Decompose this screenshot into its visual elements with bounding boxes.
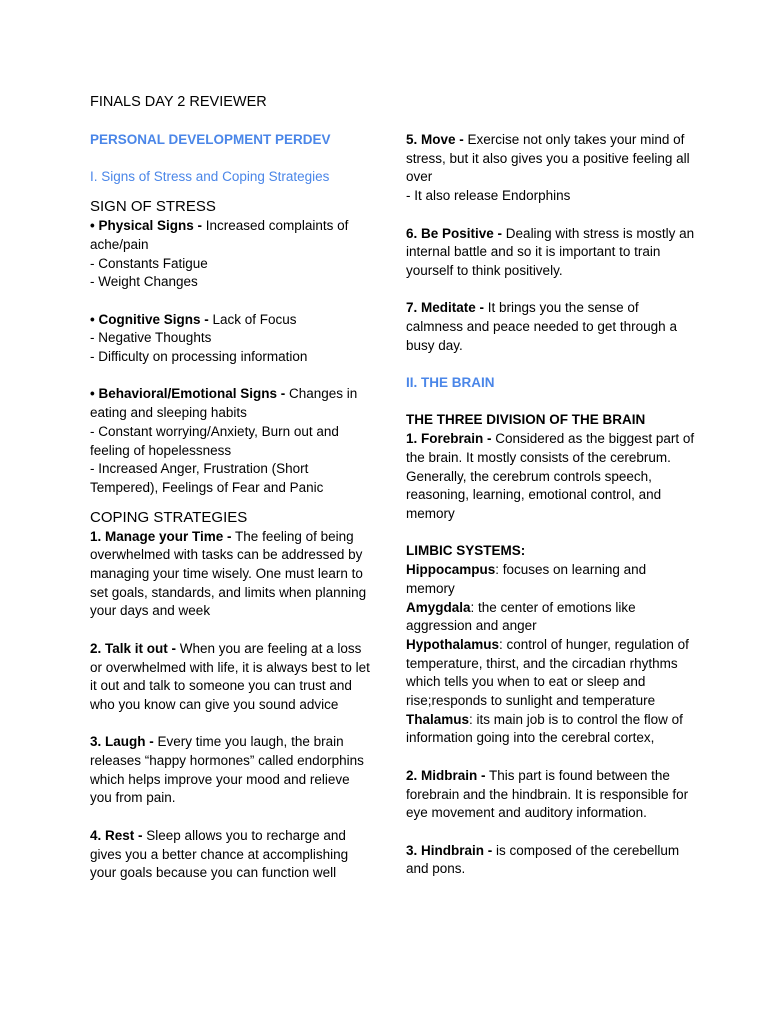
coping-item-7 — [406, 299, 696, 355]
forebrain-text: Considered as the biggest part of the brain. It mostly consists of the cerebrum. Generally, the cerebrum controls speech, reasoning, learning, emotional control, and memory — [406, 431, 695, 521]
list-item: - Weight Changes — [90, 274, 198, 290]
hindbrain-item — [406, 842, 696, 879]
limbic-item-thalamus — [406, 711, 696, 748]
midbrain-label: 2. Midbrain - — [406, 767, 486, 783]
behavioral-signs-block — [90, 385, 375, 497]
left-column — [90, 131, 375, 883]
physical-signs-text: Increased complaints of ache/pain — [90, 218, 349, 252]
coping-item-3 — [90, 733, 375, 808]
coping-item-4 — [90, 827, 375, 883]
physical-signs-block — [90, 217, 375, 292]
behavioral-signs-label: • Behavioral/Emotional Signs - — [90, 386, 286, 402]
coping-item-label: 7. Meditate - — [406, 300, 485, 316]
limbic-item-label: Hypothalamus — [406, 636, 500, 652]
limbic-item-text: : the center of emotions like aggression and anger — [406, 599, 636, 634]
coping-item-1 — [90, 528, 375, 622]
limbic-systems-heading: LIMBIC SYSTEMS: — [406, 543, 526, 559]
cognitive-signs-text: Lack of Focus — [208, 311, 297, 327]
coping-item-label: 3. Laugh - — [90, 734, 154, 750]
coping-item-5 — [406, 131, 696, 187]
section-2-heading: II. THE BRAIN — [406, 375, 495, 391]
coping-item-label: 4. Rest - — [90, 827, 143, 843]
limbic-item-text: : focuses on learning and memory — [406, 562, 647, 596]
midbrain-text: This part is found between the forebrain and the hindbrain. It is responsible for eye movement and auditory information. — [406, 767, 689, 821]
subject-heading: PERSONAL DEVELOPMENT PERDEV — [90, 132, 331, 147]
coping-item-text: When you are feeling at a loss or overwhelmed with life, it is always best to let it out and talk to someone you can trust and who you know can give you sound advice — [90, 640, 370, 712]
cognitive-signs-line — [90, 311, 375, 330]
behavioral-signs-text: Changes in eating and sleeping habits — [90, 386, 358, 421]
behavioral-signs-line — [90, 385, 375, 422]
limbic-item-text: : control of hunger, regulation of temperature, thirst, and the circadian rhythms which tells you when to eat or sleep and rise;responds to sunlight and temperature — [406, 636, 689, 709]
list-item: - Increased Anger, Frustration (Short Tempered), Feelings of Fear and Panic — [90, 461, 324, 495]
hindbrain-text: is composed of the cerebellum and pons. — [406, 842, 680, 877]
coping-strategies-heading: COPING STRATEGIES — [90, 508, 248, 526]
page-title: FINALS DAY 2 REVIEWER — [90, 94, 267, 110]
midbrain-item — [406, 767, 696, 823]
forebrain-item — [406, 430, 696, 524]
list-item: - Constants Fatigue — [90, 255, 208, 271]
coping-item-text: Exercise not only takes your mind of stress, but it also gives you a positive feeling all over — [406, 132, 690, 185]
hindbrain-label: 3. Hindbrain - — [406, 842, 497, 858]
cognitive-signs-block — [90, 311, 375, 367]
coping-item-text: The feeling of being overwhelmed with tasks can be addressed by managing your time wisely. One must learn to set goals, standards, and limits when planning your days and week — [90, 528, 367, 619]
brain-division-heading: THE THREE DIVISION OF THE BRAIN — [406, 412, 646, 428]
limbic-item-hippocampus — [406, 561, 696, 598]
coping-item-text: Sleep allows you to recharge and gives you a better chance at accomplishing your goals because you can function well — [90, 827, 349, 881]
limbic-item-text: : its main job is to control the flow of information going into the cerebral cortex, — [406, 711, 683, 746]
coping-item-text: It brings you the sense of calmness and peace needed to get through a busy day. — [406, 300, 677, 353]
coping-item-text: Every time you laugh, the brain releases “happy hormones” called endorphins which helps improve your mood and relieve you from pain. — [90, 734, 364, 806]
signs-of-stress-heading: SIGN OF STRESS — [90, 198, 216, 216]
forebrain-label: 1. Forebrain - — [406, 431, 492, 447]
cognitive-signs-label: • Cognitive Signs - — [90, 311, 209, 327]
list-item: - Constant worrying/Anxiety, Burn out and feeling of hopelessness — [90, 423, 339, 458]
coping-item-5-extra: - It also release Endorphins — [406, 188, 571, 204]
section-1-heading: I. Signs of Stress and Coping Strategies — [90, 169, 330, 185]
list-item: - Negative Thoughts — [90, 330, 212, 346]
limbic-item-amygdala — [406, 599, 696, 636]
coping-item-6 — [406, 225, 696, 281]
right-column — [406, 131, 696, 879]
coping-item-label: 5. Move - — [406, 132, 464, 147]
physical-signs-label: • Physical Signs - — [90, 218, 203, 234]
coping-item-label: 6. Be Positive - — [406, 225, 503, 241]
coping-item-label: 1. Manage your Time - — [90, 528, 232, 544]
coping-item-2 — [90, 640, 375, 715]
coping-item-text: Dealing with stress is mostly an internal battle and so it is important to train yourself to think positively. — [406, 225, 695, 278]
list-item: - Difficulty on processing information — [90, 349, 308, 364]
limbic-item-label: Amygdala — [406, 599, 471, 615]
limbic-item-label: Thalamus — [406, 711, 470, 727]
limbic-item-hypothalamus — [406, 636, 696, 711]
coping-item-label: 2. Talk it out - — [90, 640, 177, 656]
physical-signs-line — [90, 217, 375, 254]
limbic-item-label: Hippocampus — [406, 562, 496, 578]
